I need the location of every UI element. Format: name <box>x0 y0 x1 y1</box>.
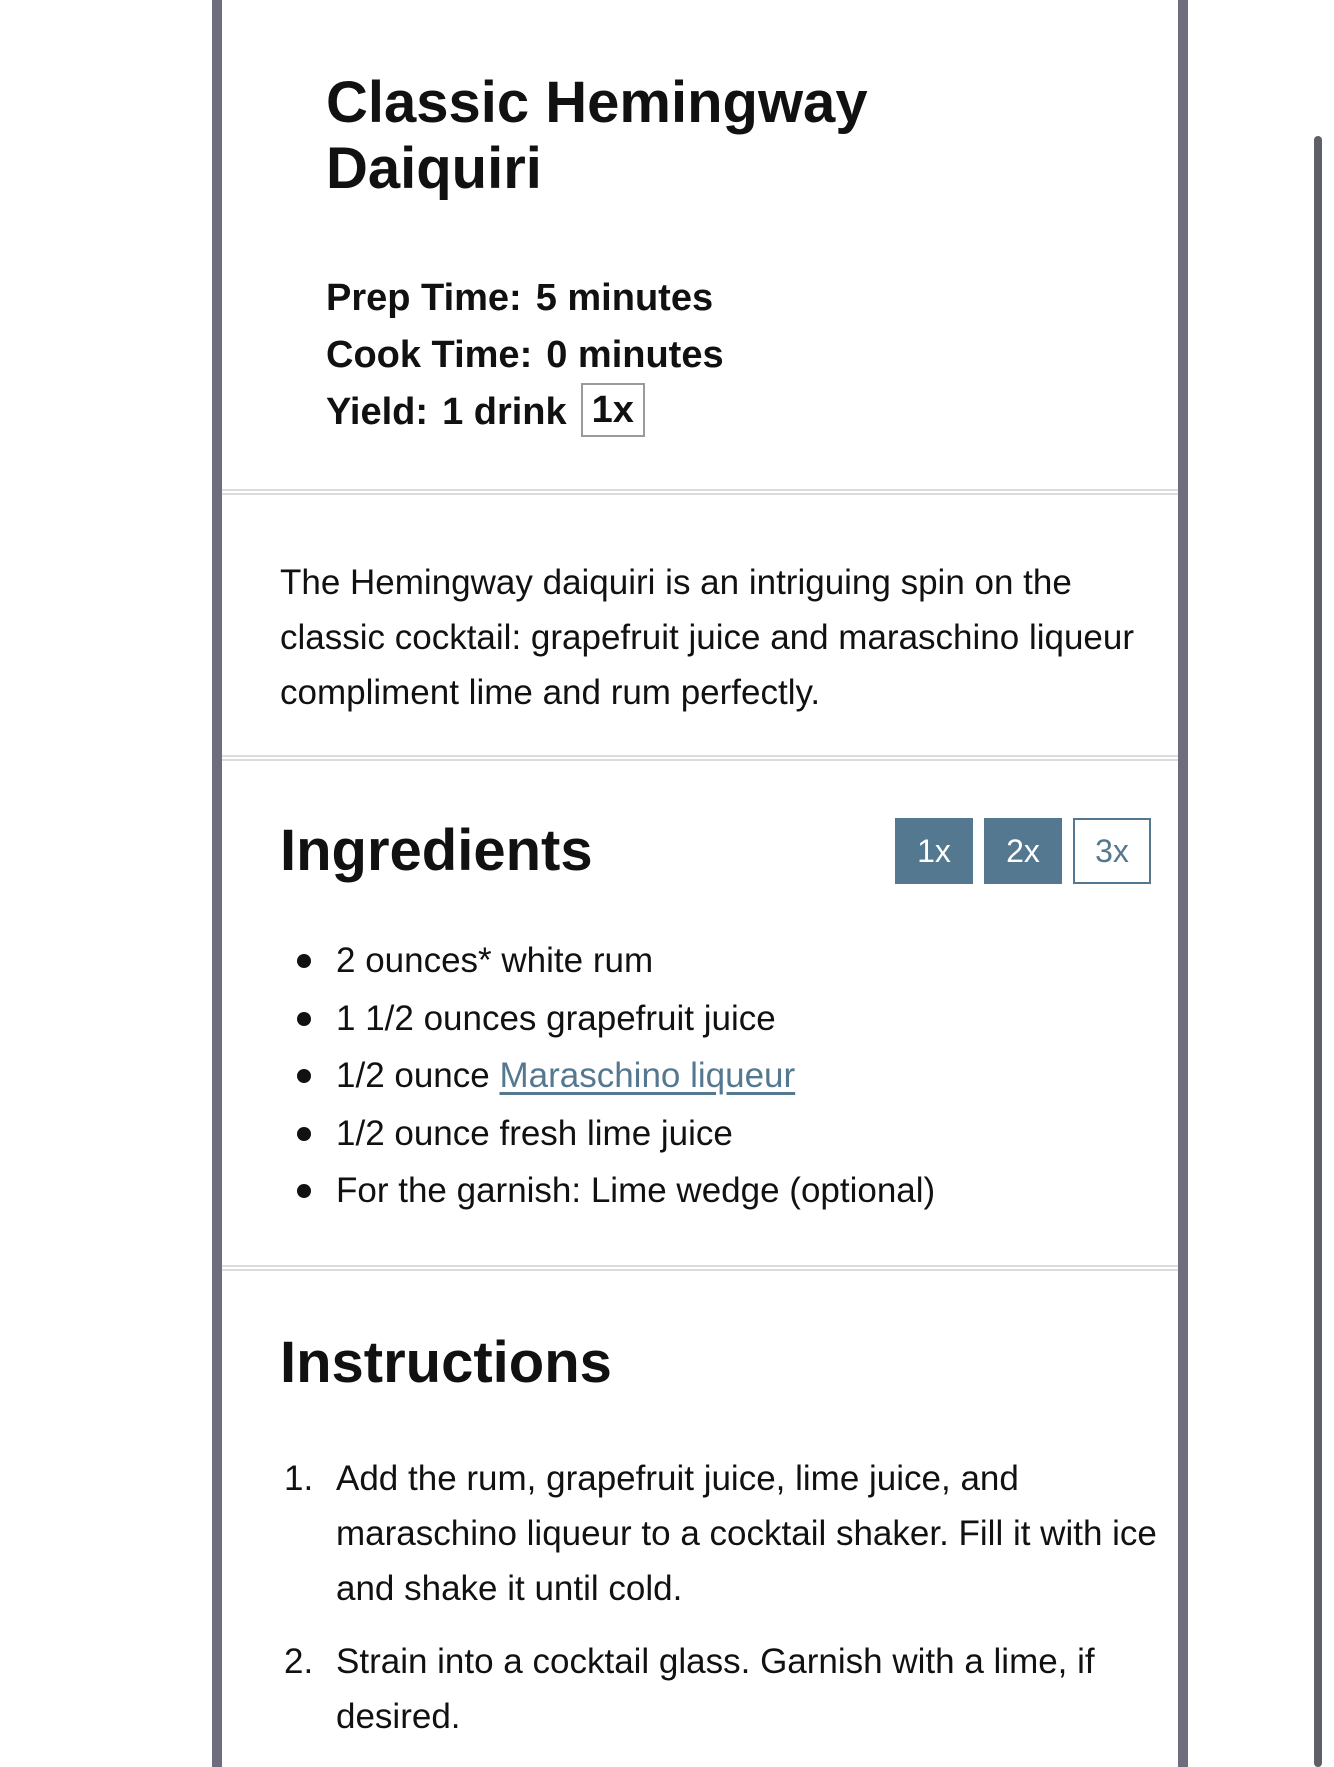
prep-time-row <box>326 270 724 327</box>
maraschino-liqueur-link[interactable]: Maraschino liqueur <box>499 1056 796 1095</box>
ingredients-list <box>280 932 935 1220</box>
ingredient-amount: 1/2 ounce <box>336 1056 500 1095</box>
recipe-title: Classic Hemingway Daiquiri <box>326 70 868 201</box>
recipe-card <box>212 0 1188 1767</box>
list-item: 1 1/2 ounces grapefruit juice <box>280 990 935 1048</box>
recipe-meta <box>326 270 724 441</box>
cook-time-label: Cook Time: <box>326 334 533 376</box>
yield-row <box>326 384 724 441</box>
section-divider <box>222 755 1178 761</box>
recipe-description: The Hemingway daiquiri is an intriguing spin on the classic cocktail: grapefruit juice and maraschino liqueur compliment lime and rum perfectly. <box>280 563 1135 712</box>
list-item: For the garnish: Lime wedge (optional) <box>280 1162 935 1220</box>
list-item: 1/2 ounce fresh lime juice <box>280 1105 935 1163</box>
instruction-step <box>280 1634 1160 1744</box>
ingredient-scale-buttons <box>895 818 1151 884</box>
instructions-heading: Instructions <box>280 1330 612 1395</box>
yield-value: 1 drink <box>442 391 567 433</box>
step-text: Strain into a cocktail glass. Garnish with a lime, if desired. <box>336 1642 1095 1736</box>
yield-scale-button[interactable]: 1x <box>581 383 645 437</box>
cook-time-row <box>326 327 724 384</box>
scale-2x-button[interactable]: 2x <box>984 818 1062 884</box>
instructions-list <box>280 1451 1160 1762</box>
instruction-step <box>280 1451 1160 1616</box>
vertical-scrollbar[interactable] <box>1314 136 1322 1767</box>
list-item: 2 ounces* white rum <box>280 932 935 990</box>
step-number: 1. <box>284 1459 314 1498</box>
ingredients-heading: Ingredients <box>280 818 593 883</box>
prep-time-label: Prep Time: <box>326 277 522 319</box>
scale-1x-button[interactable]: 1x <box>895 818 973 884</box>
yield-label: Yield: <box>326 391 429 433</box>
cook-time-value: 0 minutes <box>546 334 724 376</box>
scale-3x-button[interactable]: 3x <box>1073 818 1151 884</box>
step-text: Add the rum, grapefruit juice, lime juice, and maraschino liqueur to a cocktail shaker. Fill it with ice and shake it until cold. <box>336 1459 1157 1608</box>
step-number: 2. <box>284 1642 314 1681</box>
section-divider <box>222 1265 1178 1271</box>
section-divider <box>222 489 1178 495</box>
prep-time-value: 5 minutes <box>535 277 714 319</box>
list-item <box>280 1047 935 1105</box>
